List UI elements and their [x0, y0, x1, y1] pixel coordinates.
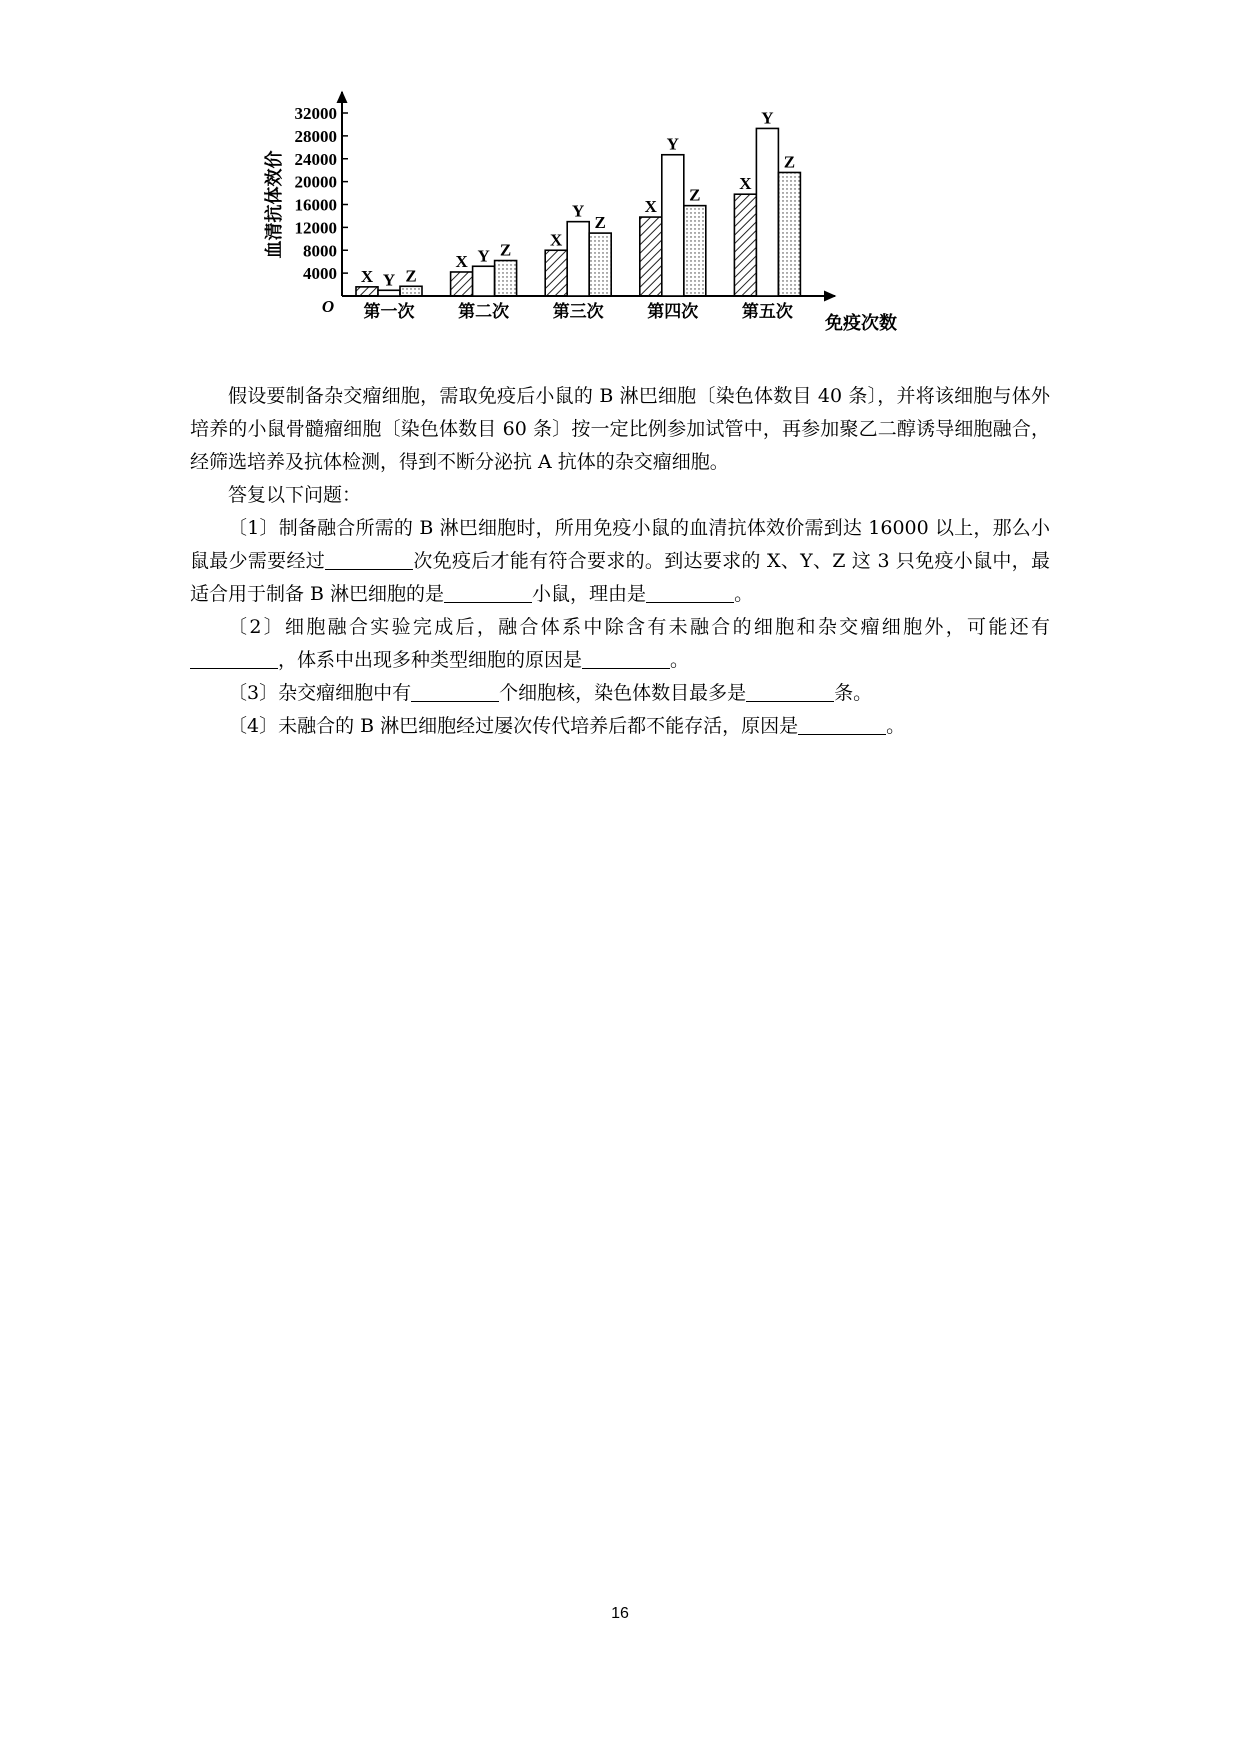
page-number: 16	[611, 1605, 629, 1622]
y-tick-label: 4000	[303, 264, 337, 284]
category-label: 第三次	[552, 302, 604, 322]
y-tick-label: 28000	[294, 126, 337, 146]
bar-y	[756, 128, 778, 296]
bar-label-z: Z	[783, 152, 796, 172]
question-text	[190, 380, 1050, 743]
bar-y	[567, 222, 589, 296]
bar-x	[734, 194, 756, 296]
intro-paragraph: 假设要制备杂交瘤细胞，需取免疫后小鼠的 B 淋巴细胞〔染色体数目 40 条〕，并将该细胞与体外培养的小鼠骨髓瘤细胞〔染色体数目 60 条〕按一定比例参加试管中，再参加聚乙二醇诱导细胞融合，经筛选培养及抗体检测，得到不断分泌抗 A 抗体的杂交瘤细胞。	[190, 385, 1050, 473]
bar-x	[356, 287, 378, 296]
bar-label-x: X	[644, 197, 657, 217]
y-tick-label: 12000	[294, 218, 337, 238]
bar-x	[640, 217, 662, 296]
y-tick-label: 20000	[294, 172, 337, 192]
antibody-titer-chart	[264, 88, 990, 380]
category-label: 第一次	[363, 302, 415, 322]
bar-label-y: Y	[382, 270, 396, 290]
answer-blank-2a[interactable]	[190, 646, 278, 669]
bar-label-z: Z	[405, 266, 417, 286]
y-tick-label: 32000	[294, 104, 337, 123]
question-2: 〔2〕细胞融合实验完成后，融合体系中除含有未融合的细胞和杂交瘤细胞外，可能还有，体系中出现多种类型细胞的原因是 。	[190, 611, 1050, 677]
bar-x	[451, 272, 473, 296]
bar-label-x: X	[455, 251, 468, 271]
answer-blank-1a[interactable]	[325, 547, 413, 570]
bar-z	[778, 172, 800, 296]
category-label: 第四次	[647, 302, 699, 322]
bar-y	[378, 290, 400, 296]
bar-label-z: Z	[689, 185, 701, 205]
answer-blank-4[interactable]	[798, 712, 886, 735]
question-4: 〔4〕未融合的 B 淋巴细胞经过屡次传代培养后都不能存活，原因是 。	[190, 710, 1050, 743]
answer-blank-3a[interactable]	[411, 679, 499, 702]
bar-label-z: Z	[594, 213, 606, 233]
bar-label-z: Z	[499, 240, 512, 260]
bar-y	[662, 155, 684, 296]
bar-z	[495, 261, 517, 296]
category-label: 第五次	[741, 302, 793, 322]
bar-label-y: Y	[572, 201, 585, 221]
y-tick-label: 16000	[294, 195, 337, 215]
chart-svg	[264, 88, 990, 380]
category-label: 第二次	[458, 302, 510, 322]
answer-blank-1c[interactable]	[646, 580, 734, 603]
bar-label-x: X	[550, 230, 563, 250]
question-3: 〔3〕杂交瘤细胞中有 个细胞核，染色体数目最多是 条。	[190, 677, 1050, 710]
answer-blank-3b[interactable]	[746, 679, 834, 702]
bar-z	[400, 286, 422, 296]
instruction-line: 答复以下问题：	[228, 484, 362, 506]
answer-blank-2b[interactable]	[582, 646, 670, 669]
answer-blank-1b[interactable]	[444, 580, 532, 603]
origin-label: O	[321, 297, 335, 316]
bar-label-x: X	[739, 174, 752, 194]
bar-label-x: X	[360, 266, 374, 286]
question-1: 〔1〕制备融合所需的 B 淋巴细胞时，所用免疫小鼠的血清抗体效价需到达 16000 以上，那么小鼠最少需要经过 次免疫后才能有符合要求的。到达要求的 X、Y、Z 这 3 只免疫小鼠中，最适合用于制备 B 淋巴细胞的是 小鼠，理由是 。	[190, 517, 1050, 605]
x-axis-title: 免疫次数	[825, 313, 897, 334]
bar-y	[473, 266, 495, 296]
bar-z	[589, 233, 611, 296]
bar-x	[545, 250, 567, 296]
bar-label-y: Y	[477, 246, 490, 266]
bar-z	[684, 206, 706, 296]
y-tick-label: 24000	[294, 149, 337, 169]
y-tick-label: 8000	[303, 241, 337, 261]
bar-label-y: Y	[666, 134, 679, 154]
bar-label-y: Y	[761, 108, 774, 128]
y-axis-title: 血清抗体效价	[264, 150, 285, 259]
